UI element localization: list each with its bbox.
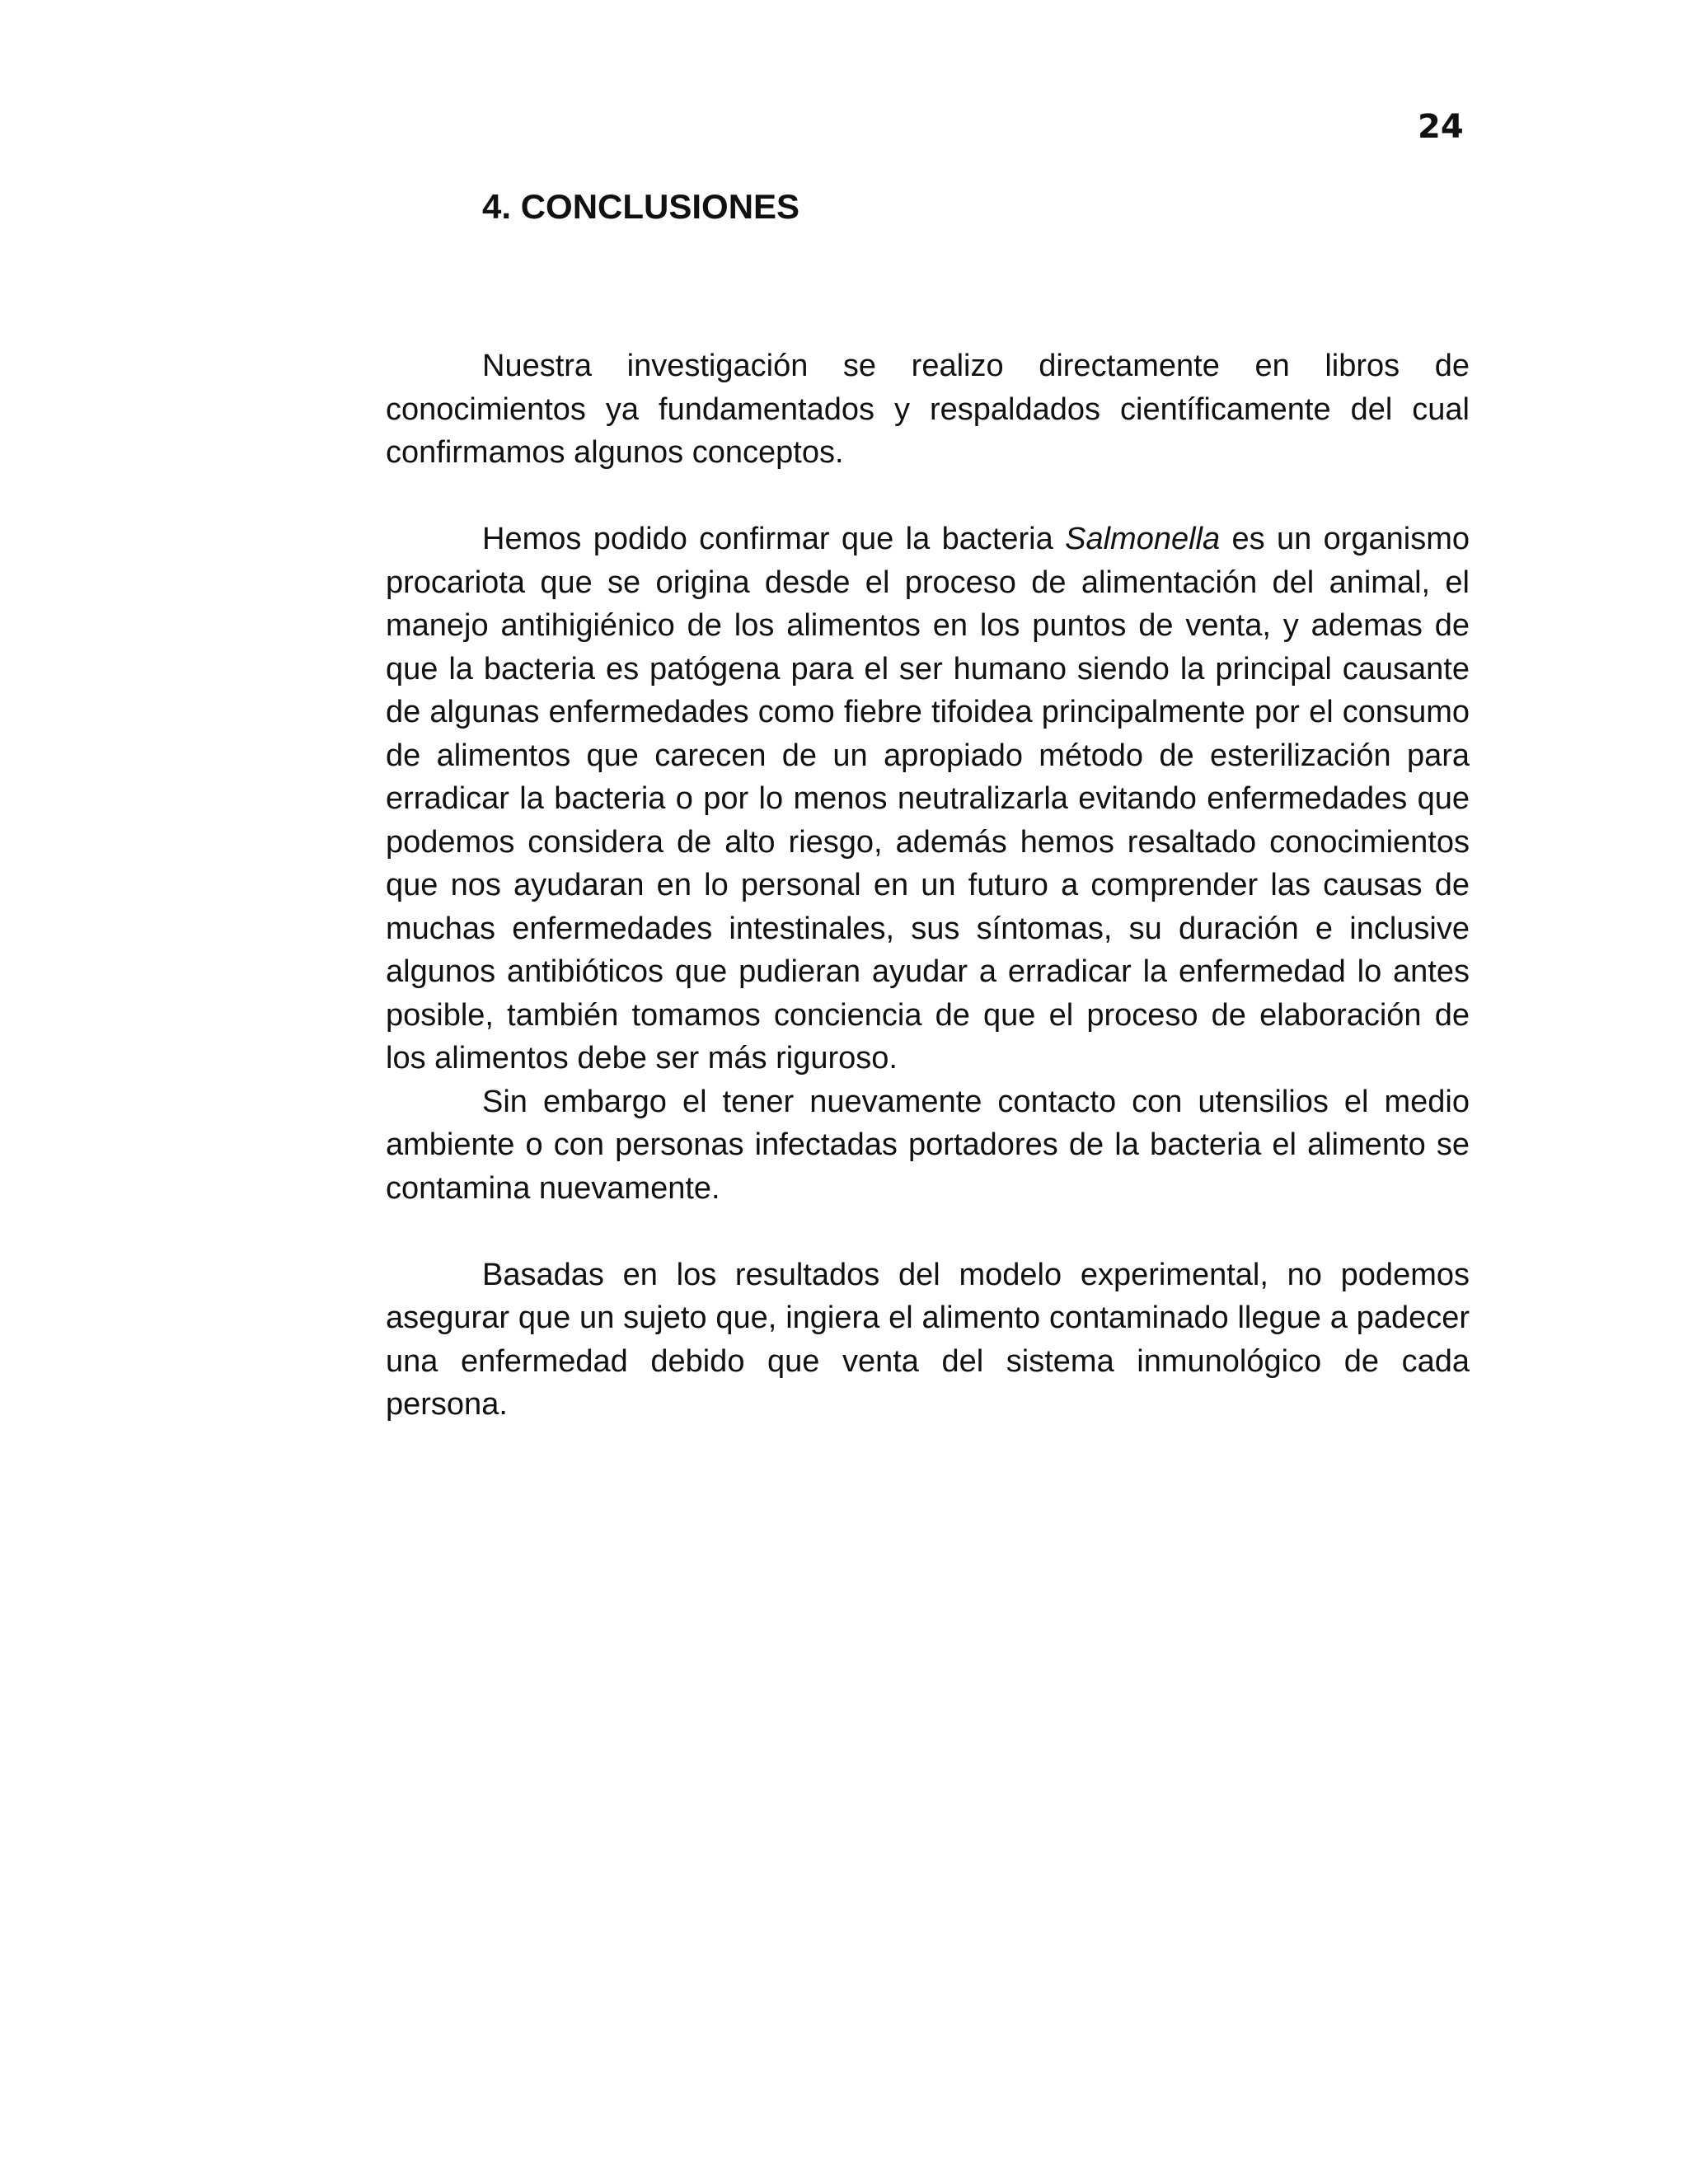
paragraph-3: Sin embargo el tener nuevamente contacto con utensilios el medio ambiente o con personas infectadas portadores de la bacteria el alimento se contamina nuevamente.	[386, 1084, 1470, 1206]
paragraph-2	[386, 518, 1470, 1080]
paragraph-4: Basadas en los resultados del modelo experimental, no podemos asegurar que un sujeto que, ingiera el alimento contaminado llegue a padecer una enfermedad debido que venta del sistema inmunológico de cada persona.	[386, 1257, 1470, 1422]
section-title: 4. CONCLUSIONES	[482, 187, 800, 226]
paragraph-2-rest: es un organismo procariota que se origina desde el proceso de alimentación del animal, el manejo antihigiénico de los alimentos en los puntos de venta, y ademas de que la bacteria es patógena para el ser humano siendo la principal causante de algunas enfermedades como fiebre tifoidea principalmente por el consumo de alimentos que carecen de un apropiado método de esterilización para erradicar la bacteria o por lo menos neutralizarla evitando enfermedades que podemos considera de alto riesgo, además hemos resaltado conocimientos que nos ayudaran en lo personal en un futuro a comprender las causas de muchas enfermedades intestinales, sus síntomas, su duración e inclusive algunos antibióticos que pudieran ayudar a erradicar la enfermedad lo antes posible, también tomamos conciencia de que el proceso de elaboración de los alimentos debe ser más riguroso.	[386, 522, 1470, 1076]
body-text	[386, 344, 1470, 1427]
paragraph-2-start: Hemos podido confirmar que la bacteria	[482, 522, 1066, 556]
paragraph-1: Nuestra investigación se realizo directamente en libros de conocimientos ya fundamentados y respaldados científicamente del cual confirmamos algunos conceptos.	[386, 349, 1470, 470]
organism-name: Salmonella	[1065, 522, 1221, 556]
page-number: 24	[1418, 108, 1464, 146]
